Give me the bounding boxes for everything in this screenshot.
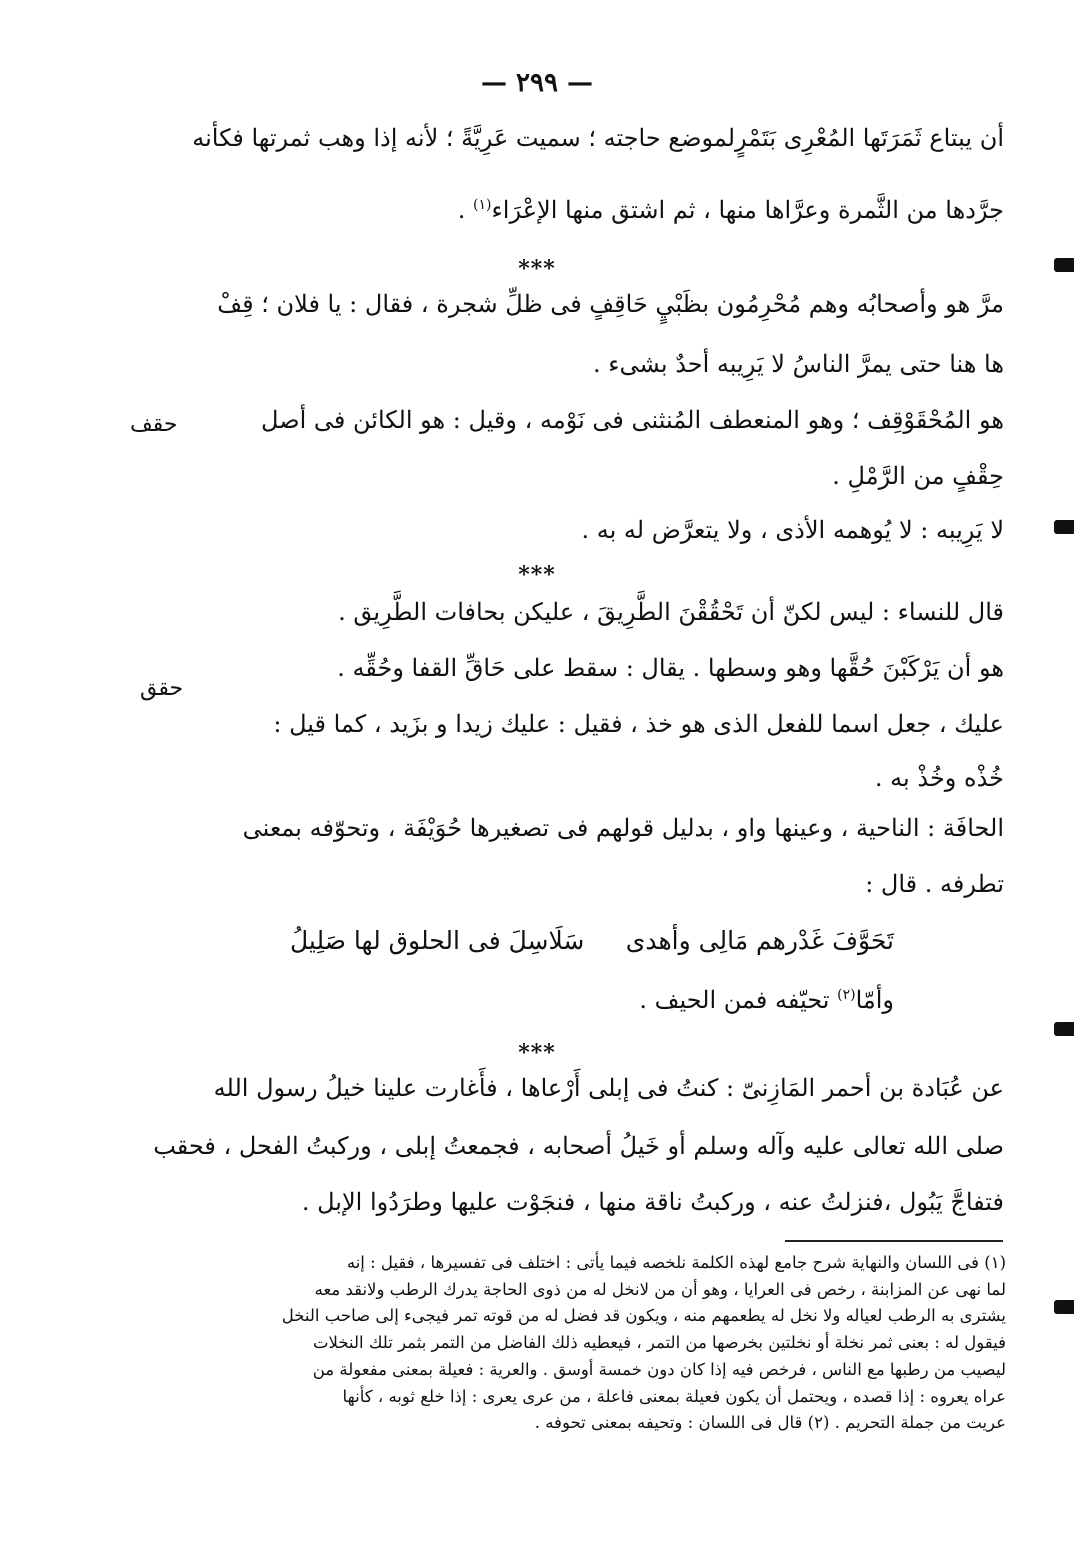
text-line (458, 196, 1004, 224)
text-line: مرَّ هو وأصحابُه وهم مُحْرِمُون بظَبْيٍ حَاقِفٍ فى ظلِّ شجرة ، فقال : يا فلان ؛ قِفْ (217, 290, 1004, 318)
footnote-ref[interactable]: (٢) (837, 987, 856, 1003)
text-line: أن يبتاع ثَمَرَتَها المُعْرِى بَتَمْرٍلموضع حاجته ؛ سميت عَرِيَّةً ؛ لأنه إذا وهب ثمرتها فكأنه (192, 124, 1004, 152)
section-divider: *** (518, 562, 556, 588)
footnote-line: عريت من جملة التحريم . (٢) قال فى اللسان : وتحيفه بمعنى تحوفه . (534, 1413, 1006, 1433)
footnote-line: ليصيب من رطبها مع الناس ، فرخص فيه إذا كان دون خمسة أوسق . والعرية : فعيلة بمعنى مفعولة من (312, 1359, 1006, 1379)
text-segment: . (457, 196, 474, 224)
footnotes-block (238, 1250, 1006, 1437)
text-line: حِقْفٍ من الرَّمْلِ . (832, 462, 1004, 490)
text-line: هو المُحْقَوْقِف ؛ وهو المنعطف المُنثنى فى نَوْمه ، وقيل : هو الكائن فى أصل (261, 406, 1004, 434)
text-line: هو أن يَرْكَبْنَ حُقَّها وهو وسطها . يقال : سقط على حَاقِّ القفا وحُقِّه . (337, 654, 1004, 682)
section-divider: *** (518, 1040, 556, 1066)
text-segment: تحيّفه فمن الحيف . (639, 986, 838, 1014)
text-line: عليك ، جعل اسما للفعل الذى هو خذ ، فقيل : عليك زيدا و بزَيد ، كما قيل : (273, 710, 1004, 738)
text-segment: جرَّدها من الثَّمرة وعرَّاها منها ، ثم اشتق منها الإعْرَاء (491, 196, 1004, 224)
verse-hemistich-left: سَلَاسِلَ فى الحلوق لها صَلِيلُ (290, 926, 585, 955)
margin-headword: حقق (140, 676, 184, 701)
footnote-line: لما نهى عن المزابنة ، رخص فى العرايا ، وهو أن من لانخل له من ذوى الحاجة يدرك الرطب ولانقد معه (314, 1279, 1006, 1299)
footnote-line: يشترى به الرطب لعياله ولا نخل له يطعمهم منه ، ويكون قد فضل له من قوته تمر فيجىء إلى صاحب النخل (281, 1306, 1006, 1326)
text-line: فتفاجَّ يَبُول ،فنزلتُ عنه ، وركبتُ ناقة منها ، فنجَوْت عليها وطرَدُوا الإبل . (301, 1188, 1004, 1216)
footnote-line: (١) فى اللسان والنهاية شرح جامع لهذه الكلمة نلخصه فيما يأتى : اختلف فى تفسيرها ، فقيل : إنه (346, 1253, 1006, 1272)
text-line: عن عُبَادة بن أحمر المَازِنىّ : كنتُ فى إبلى أَرْعاها ، فأَغارت علينا خيلُ رسول الله (213, 1074, 1004, 1102)
page-number: — ٢٩٩ — (480, 68, 594, 98)
scan-edge-mark (1054, 520, 1074, 534)
footnote-ref[interactable]: (١) (473, 197, 492, 213)
scan-edge-mark (1054, 1300, 1074, 1314)
footnote-line: عراه يعروه : إذا قصده ، ويحتمل أن يكون فعيلة بمعنى فاعلة ، من عرى يعرى : إذا خلع ثوبه ، كأنها (342, 1386, 1006, 1406)
text-line: خُذْه وخُذْ به . (874, 764, 1004, 792)
text-line: تطرفه . قال : (865, 870, 1004, 898)
text-segment: وأمّا (855, 986, 894, 1014)
margin-headword: حقف (130, 412, 178, 437)
text-line: قال للنساء : ليس لكنّ أن تَحْقُقْنَ الطَّرِيقَ ، عليكن بحافات الطَّرِيق . (338, 598, 1004, 626)
scan-edge-mark (1054, 258, 1074, 272)
scan-edge-mark (1054, 1022, 1074, 1036)
footnote-separator (785, 1240, 1003, 1242)
text-line (639, 986, 894, 1014)
text-line: لا يَرِيبه : لا يُوهمه الأذى ، ولا يتعرَّض له به . (581, 516, 1004, 544)
text-line: صلى الله تعالى عليه وآله وسلم أو خَيلُ أصحابه ، فجمعتُ إبلى ، وركبتُ الفحل ، فحقب (153, 1132, 1004, 1160)
footnote-line: فيقول له : بعنى ثمر نخلة أو نخلتين بخرصها من التمر ، فيعطيه ذلك الفاضل من التمر بثمر تلك النخلات (313, 1333, 1006, 1353)
text-line: الحافَة : الناحية ، وعينها واو ، بدليل قولهم فى تصغيرها حُوَيْفَة ، وتحوّفه بمعنى (242, 814, 1004, 842)
verse-hemistich-right: تَحَوَّفَ غَدْرهم مَالِى وأهدى (625, 926, 894, 955)
text-line: ها هنا حتى يمرَّ الناسُ لا يَرِيبه أحدٌ بشىء . (592, 350, 1004, 378)
section-divider: *** (518, 256, 556, 282)
